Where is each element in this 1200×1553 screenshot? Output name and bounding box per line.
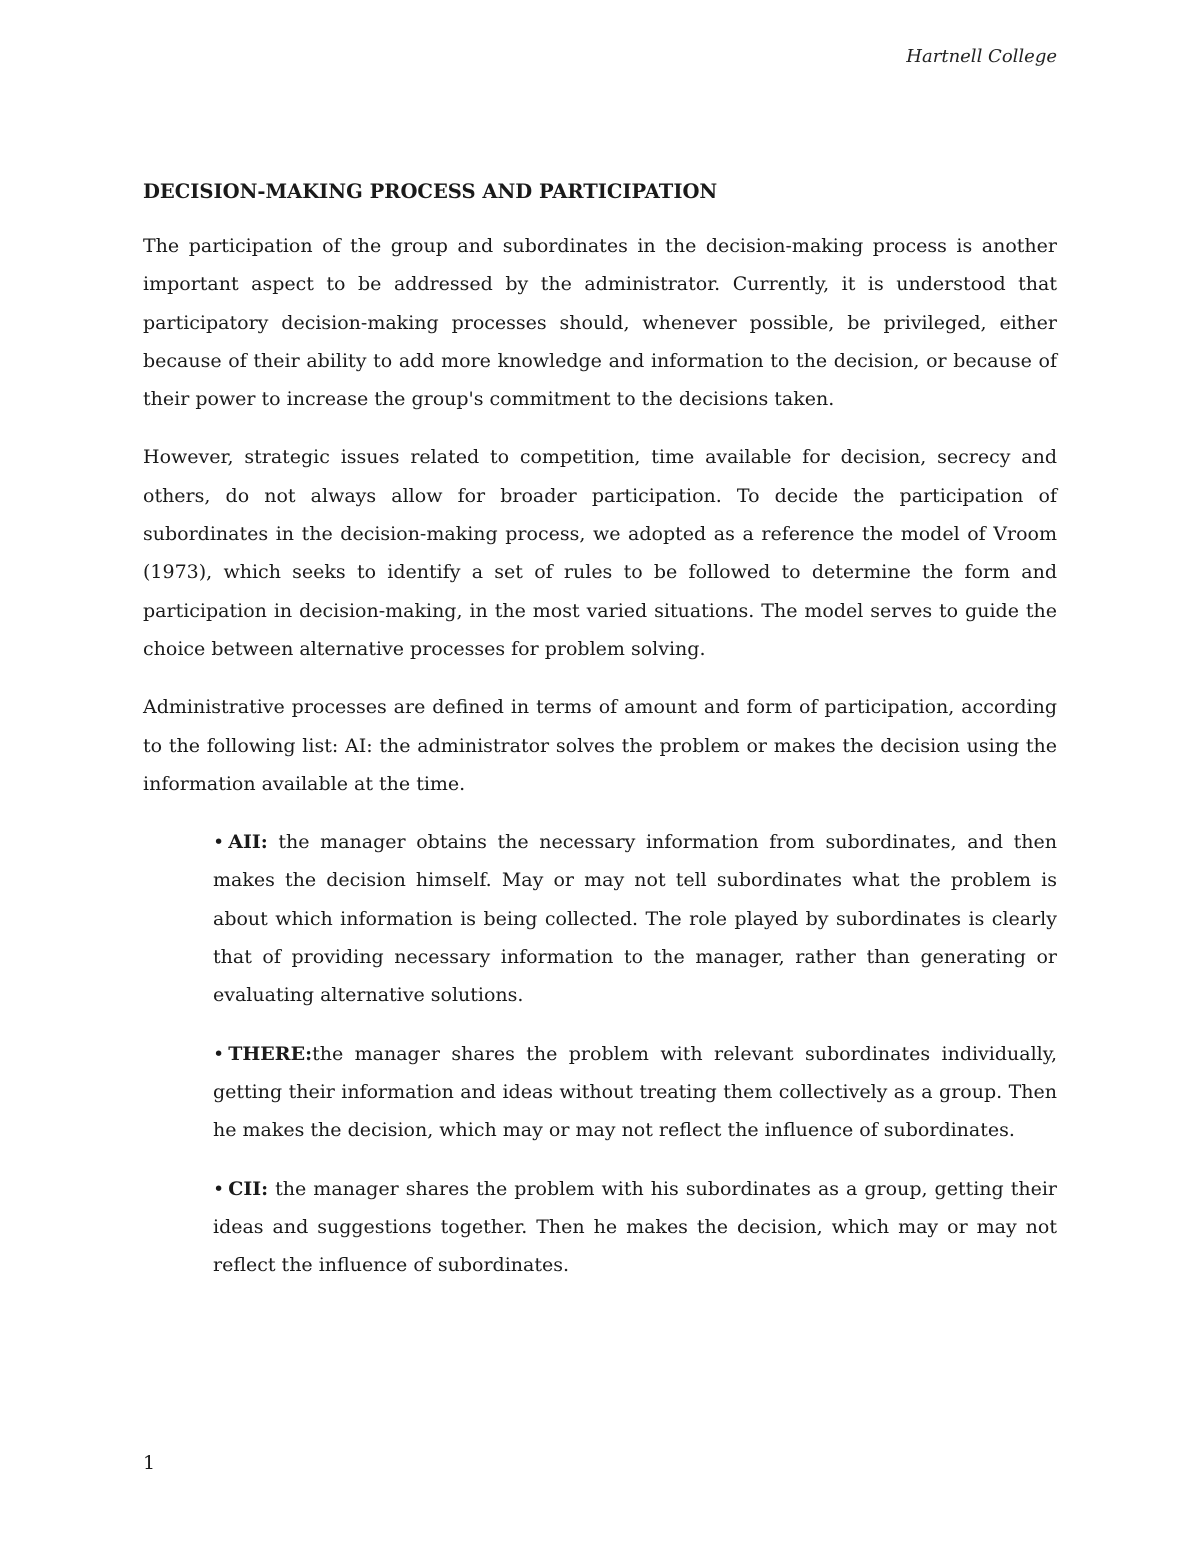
process-list	[143, 823, 1057, 1284]
paragraph-3: Administrative processes are defined in terms of amount and form of participation, according to the following list: AI: the administrator solves the problem or makes the decision using the information available at the time.	[143, 696, 1057, 795]
paragraph-2: However, strategic issues related to competition, time available for decision, secrecy and others, do not always allow for broader participation. To decide the participation of subordinates in the decision-making process, we adopted as a reference the model of Vroom (1973), which seeks to identify a set of rules to be followed to determine the form and participation in decision-making, in the most varied situations. The model serves to guide the choice between alternative processes for problem solving.	[143, 446, 1057, 660]
list-item-text: the manager obtains the necessary information from subordinates, and then makes the decision himself. May or may not tell subordinates what the problem is about which information is being collected. The role played by subordinates is clearly that of providing necessary information to the manager, rather than generating or evaluating alternative solutions.	[213, 831, 1057, 1007]
list-item-text: the manager shares the problem with his subordinates as a group, getting their ideas and suggestions together. Then he makes the decision, which may or may not reflect the influence of subordinates.	[213, 1177, 1057, 1277]
page-number: 1	[143, 1452, 156, 1474]
bullet-icon: •	[213, 1177, 225, 1200]
bullet-icon: •	[213, 1042, 225, 1065]
list-item	[213, 1035, 1057, 1150]
list-item-term: AII:	[228, 831, 268, 854]
document-body	[143, 180, 1057, 1304]
paragraph-1: The participation of the group and subordinates in the decision-making process is another important aspect to be addressed by the administrator. Currently, it is understood that participatory decision-making processes should, whenever possible, be privileged, either because of their ability to add more knowledge and information to the decision, or because of their power to increase the group's commitment to the decisions taken.	[143, 235, 1057, 411]
document-title: DECISION-MAKING PROCESS AND PARTICIPATION	[143, 180, 718, 203]
list-item	[213, 1170, 1057, 1285]
list-item-term: CII:	[228, 1177, 269, 1200]
header-institution: Hartnell College	[906, 46, 1057, 67]
list-item-term: THERE:	[228, 1042, 313, 1065]
bullet-icon: •	[213, 831, 225, 854]
list-item-text: the manager shares the problem with relevant subordinates individually, getting their information and ideas without treating them collectively as a group. Then he makes the decision, which may or may not reflect the influence of subordinates.	[213, 1042, 1057, 1142]
list-item	[213, 823, 1057, 1014]
